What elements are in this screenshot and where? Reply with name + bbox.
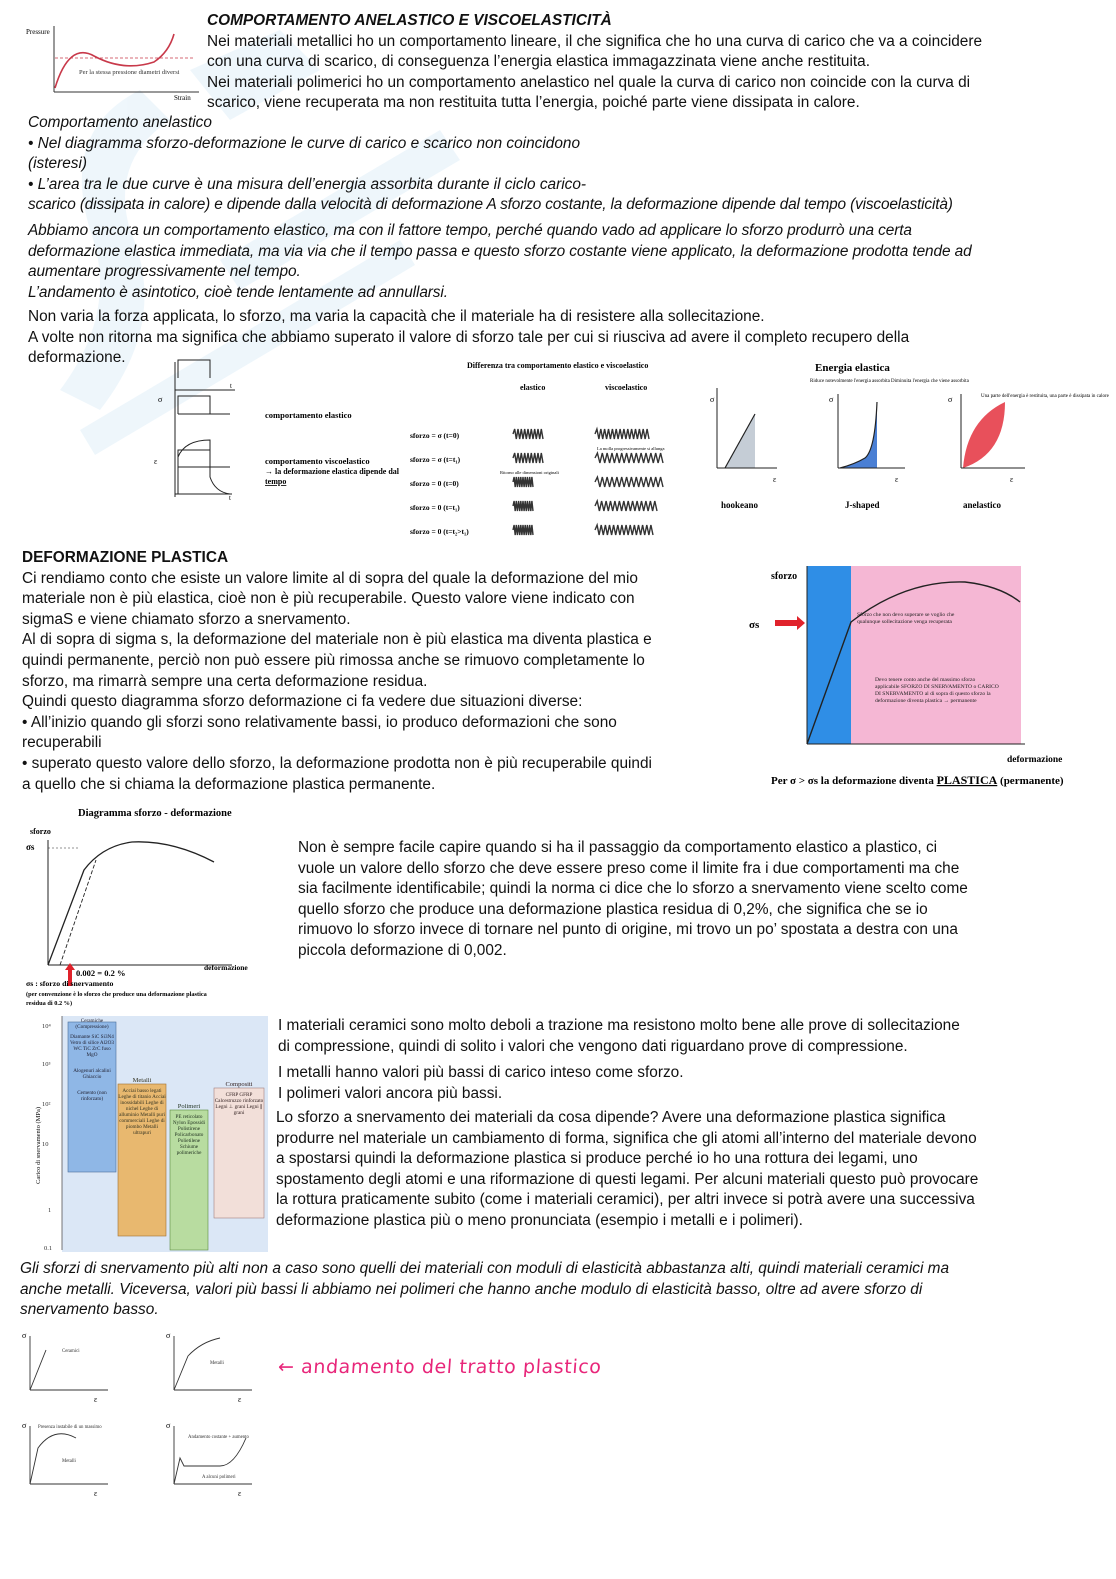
visco-line: deformazione elastica immediata, ma via via che il tempo passa e questo sforzo costante viene applicato, la deformazione prodotta tende ad <box>28 242 972 260</box>
row-label: sforzo = σ (t=0) <box>410 431 460 440</box>
yield-line: deformazione plastica più o meno pronunciata (esempio i metalli e i polimeri). <box>276 1211 803 1229</box>
plastic-line: sigmaS e viene chiamato sforzo a snervamento. <box>22 610 351 628</box>
pressure-strain-chart <box>24 22 204 102</box>
yield-line: spostamento degli atomi e una riformazione di questi legami. Per alcuni materiali questo può provocare <box>276 1170 979 1188</box>
intro-line: Nei materiali polimerici ho un comportamento anelastico nel quale la curva di carico non coincide con la curva di <box>207 73 971 91</box>
visco-behaviour-label: comportamento viscoelastico <box>265 456 370 466</box>
strain-label: Strain <box>174 94 191 102</box>
row-label: sforzo = 0 (t=t₁) <box>410 503 460 512</box>
handwritten-note: ← andamento del tratto plastico <box>277 1356 603 1378</box>
elastic-behaviour-label: comportamento elastico <box>265 410 352 420</box>
anelastic-line: scarico (dissipata in calore) e dipende dalla velocità di deformazione A sforzo costante, la deformazione dipende dal tempo (viscoelasticità) <box>28 196 953 214</box>
metalli-label: Metalli <box>210 1361 224 1366</box>
spring-coil <box>595 477 663 487</box>
visco-line: L’andamento è asintotico, cioè tende lentamente ad annullarsi. <box>28 283 448 301</box>
materials-paragraph <box>278 1016 1108 1057</box>
plastic-line: • All’inizio quando gli sforzi sono relativamente bassi, io produco deformazioni che sono <box>22 713 617 731</box>
final-line: snervamento basso. <box>20 1301 159 1319</box>
force-line: A volte non ritorna ma significa che abbiamo superato il valore di sforzo tale per cui si riusciva ad avere il completo recupero della <box>28 328 910 346</box>
intro-line: con una curva di scarico, di conseguenza l’energia elastica immagazzinata viene anche restituita. <box>207 53 871 71</box>
offset-line: Non è sempre facile capire quando si ha il passaggio da comportamento elastico a plastico, ci <box>298 839 938 856</box>
eps-axis: ε <box>1010 475 1014 484</box>
visco-col: viscoelastico <box>605 383 648 392</box>
visco-line: aumentare progressivamente nel tempo. <box>28 263 301 281</box>
energy-title: Energia elastica <box>815 362 890 374</box>
spring-coil <box>595 501 657 511</box>
row-label: sforzo = 0 (t=t₂>t₁) <box>410 527 469 536</box>
spring-coil <box>595 429 649 439</box>
anelastic-plot <box>948 394 1025 484</box>
plot4-label: A alcuni polimeri <box>202 1475 236 1480</box>
force-line: Non varia la forza applicata, lo sforzo, ma varia la capacità che il materiale ha di resistere alla sollecitazione. <box>28 308 765 325</box>
eps-axis: ε <box>773 475 777 484</box>
eps-axis: ε <box>238 1395 242 1404</box>
visco-line: Abbiamo ancora un comportamento elastico, ma con il fattore tempo, perché quando vado ad applicare lo sforzo produrrò una certa <box>28 222 912 239</box>
offset-line: sia facilmente identificabile; quindi la norma ci dice che lo sforzo a snervamento viene scelto come <box>298 880 968 898</box>
yield-line: a spostarsi quindi la deformazione plastica si produce perché io ho una rottura dei legami, uno <box>276 1150 918 1168</box>
plastic-line: recuperabili <box>22 734 102 752</box>
diagram-xlabel: deformazione <box>204 963 248 972</box>
spring-coil <box>513 501 533 511</box>
metals-paragraph <box>278 1063 1108 1104</box>
offset-line: quello sforzo che produce una deformazione plastica residua di 0,2%, che significa che se io <box>298 900 928 918</box>
diagram-caption-2: (per convenzione è lo sforzo che produce una deformazione plastica <box>26 991 207 998</box>
small-plots <box>16 1326 266 1501</box>
pink-note: Devo tenere conto anche del massimo sforzo applicabile SFORZO DI SNERVAMENTO o CARICO DI SNERVAMENTO al di sopra di questo sforzo la deformazione diventa plastica → permanente <box>875 677 999 704</box>
sforzo-label: sforzo <box>771 571 798 582</box>
ceramici-label: Ceramici <box>62 1349 80 1354</box>
t-axis: t <box>229 494 231 502</box>
ytick: 0.1 <box>44 1245 53 1252</box>
plastic-line: materiale non è più elastica, cioè non è più recuperabile. Questo valore viene indicato con <box>22 590 635 608</box>
sigma-s-label: σs <box>749 619 760 631</box>
energy-note-anel: Una parte dell'energia è restituita, una parte è dissipata in calore <box>981 394 1109 399</box>
force-line: deformazione. <box>28 349 126 367</box>
metals-line: I polimeri valori ancora più bassi. <box>278 1084 503 1102</box>
plastic-line: Ci rendiamo conto che esiste un valore limite al di sopra del quale la deformazione del mio <box>22 569 638 587</box>
final-line: Gli sforzi di snervamento più alti non a caso sono quelli dei materiali con moduli di elasticità abbastanza alti, quindi materiali ceramici ma <box>20 1260 950 1277</box>
plot4-note: Andamento costante + aumento <box>188 1435 249 1440</box>
diagram-caption-1: σs : sforzo di snervamento <box>26 979 114 988</box>
sigma-axis: σ <box>166 1421 171 1430</box>
visco-behaviour-label-3: tempo <box>265 477 287 486</box>
anelastic-line: • L’area tra le due curve è una misura dell’energia assorbita durante il ciclo carico- <box>28 175 587 193</box>
spring-coil <box>513 525 533 535</box>
spring-coil <box>513 429 543 439</box>
plot3-note: Presenza instabile di un massimo <box>38 1425 102 1430</box>
section1-title: COMPORTAMENTO ANELASTICO E VISCOELASTICITÀ <box>207 12 612 29</box>
offset-line: piccola deformazione di 0,002. <box>298 941 507 959</box>
plastic-line: Quindi questo diagramma sforzo deformazione ci fa vedere due situazioni diverse: <box>22 693 583 711</box>
anelastic-line: • Nel diagramma sforzo-deformazione le curve di carico e scarico non coincidono <box>28 134 581 152</box>
diagram-ylabel: sforzo <box>30 827 51 836</box>
sigma-axis: σ <box>166 1331 171 1340</box>
t-axis: t <box>230 382 232 390</box>
anelastic-label: anelastico <box>963 500 1001 510</box>
yield-strength-chart <box>28 1014 268 1254</box>
spring-coil <box>595 453 663 463</box>
metals-box: Metalli Acciai basso legati Leghe di titanio Acciai inossidabili Leghe di nichel Leghe di alluminio Metalli puri commerciali Leghe di piombo Metalli ultrapuri <box>118 1078 166 1136</box>
springs-title: Differenza tra comportamento elastico e viscoelastico <box>467 361 649 370</box>
hookean-label: hookeano <box>721 500 759 510</box>
final-paragraph <box>20 1259 1110 1321</box>
plastic-line: a quello che si chiama la deformazione plastica permanente. <box>22 775 436 793</box>
j-shaped-plot <box>829 394 905 484</box>
pressure-label: Pressure <box>26 28 50 36</box>
polymers-box: Polimeri PE reticolato Nylon Epossidi Polistirene Policarbonato Polietilene Schiume polimeriche <box>172 1104 206 1156</box>
offset-paragraph <box>298 838 1098 962</box>
materials-line: I materiali ceramici sono molto deboli a trazione ma resistono molto bene alle prove di sollecitazione <box>278 1017 960 1034</box>
eps-axis: ε <box>94 1395 98 1404</box>
plastic-region-figure <box>745 562 1110 794</box>
anelastic-block <box>28 113 1108 216</box>
ylabel: Carico di snervamento (MPa) <box>35 1106 42 1184</box>
eps-axis: ε <box>238 1489 242 1498</box>
ytick: 10 <box>42 1141 49 1148</box>
eps-axis: ε <box>154 457 158 466</box>
hookean-plot <box>710 388 777 484</box>
sigma-axis: σ <box>829 395 834 404</box>
yield-line: la rottura praticamente subito (come i materiali ceramici), per altri invece si potrà avere una successiva <box>276 1191 975 1209</box>
plastic-line: Al di sopra di sigma s, la deformazione del materiale non è più elastica ma diventa plastica e <box>22 631 652 649</box>
anelastic-line: Comportamento anelastico <box>28 114 212 131</box>
section2-block <box>22 548 752 795</box>
deformazione-label: deformazione <box>1007 755 1063 765</box>
energy-note-j: Riduce notevolmente l'energia assorbita Diminuita l'energia che viene assorbita <box>810 379 969 384</box>
viscoelastic-graphs <box>140 352 410 512</box>
spring-coil <box>513 477 533 487</box>
offset-label: 0.002 = 0.2 % <box>76 968 126 978</box>
section1-header-block <box>207 11 1107 114</box>
ytick: 10² <box>42 1101 51 1108</box>
plastic-line: • superato questo valore dello sforzo, la deformazione prodotta non è più recuperabile quindi <box>22 754 652 772</box>
offset-line: rimuovo lo sforzo invece di tornare nel punto di origine, mi trovo un po’ spostata a destra con una <box>298 921 958 939</box>
yield-line: produrre nel materiale un cambiamento di forma, significa che gli atomi all’interno del materiale devono <box>276 1129 977 1147</box>
yield-paragraph <box>276 1108 1111 1232</box>
sigma-axis: σ <box>158 395 163 404</box>
row-label: sforzo = 0 (t=0) <box>410 479 459 488</box>
sigma-axis: σ <box>22 1331 27 1340</box>
plot3-label: Metalli <box>62 1459 76 1464</box>
visco-block <box>28 221 1113 303</box>
eps-axis: ε <box>94 1489 98 1498</box>
materials-line: di compressione, quindi di solito i valori che vengono dati riguardano prove di compressione. <box>278 1037 908 1055</box>
eps-axis: ε <box>895 475 899 484</box>
plastic-caption: Per σ > σs la deformazione diventa PLASTICA (permanente) <box>771 773 1064 787</box>
sigma-axis: σ <box>710 395 715 404</box>
metals-line: I metalli hanno valori più bassi di carico inteso come sforzo. <box>278 1064 684 1081</box>
diagram-caption-3: residua di 0.2 %) <box>26 1000 73 1007</box>
plastic-line: quindi permanente, perciò non può essere più rimossa anche se rimuovo completamente lo <box>22 651 645 669</box>
jshaped-label: J-shaped <box>845 500 880 510</box>
diagram-sigma-s: σs <box>26 842 35 852</box>
intro-line: Nei materiali metallici ho un comportamento lineare, il che significa che ho una curva di carico che va a coincidere <box>207 32 983 50</box>
ytick: 1 <box>48 1207 52 1214</box>
final-line: anche metalli. Viceversa, valori più bassi li abbiamo nei polimeri che hanno anche modulo di elasticità basso, oltre ad avere sforzo di <box>20 1280 923 1298</box>
diagram-title: Diagramma sforzo - deformazione <box>78 808 232 819</box>
ytick: 10³ <box>42 1061 51 1068</box>
spring-note-1: La molla progressivamente si allunga <box>597 446 665 451</box>
elastic-col: elastico <box>520 383 546 392</box>
section2-title: DEFORMAZIONE PLASTICA <box>22 549 229 566</box>
spring-coil <box>513 453 543 463</box>
blue-note: Sforzo che non devo superare se voglio che qualunque sollecitazione venga recuperata <box>857 612 955 625</box>
composites-box: Compositi CFRP GFRP Calcestruzzo rinforzato Legni ⊥ grani Legni ∥ grani <box>214 1082 264 1116</box>
ytick: 10⁴ <box>42 1023 51 1030</box>
spring-note-2: Ritorno alle dimensioni originali <box>500 470 559 475</box>
offset-line: vuole un valore dello sforzo che deve essere preso come il limite fra i due comportamenti ma che <box>298 859 960 877</box>
elastic-energy-figure <box>705 358 1110 518</box>
spring-comparison-table <box>405 358 705 548</box>
pressure-note: Per la stessa pressione diametri diversi <box>79 69 180 76</box>
visco-behaviour-label-2: → la deformazione elastica dipende dal <box>265 467 399 476</box>
ceramics-box: Ceramiche (Compressione) Diamante SiC Si3N4 Vetro di silice Al2O3 WC TiC ZrC fuso MgO Alogenuri alcalini Ghiaccio Cemento (non rinforzato) <box>70 1018 114 1102</box>
spring-coil <box>595 525 653 535</box>
intro-line: scarico, viene recuperata ma non restituita tutta l’energia, poiché parte viene dissipata in calore. <box>207 94 860 112</box>
row-label: sforzo = σ (t=t₁) <box>410 455 461 464</box>
yield-line: Lo sforzo a snervamento dei materiali da cosa dipende? Avere una deformazione plastica significa <box>276 1109 946 1126</box>
sigma-axis: σ <box>22 1421 27 1430</box>
anelastic-line: (isteresi) <box>28 155 87 173</box>
sigma-axis: σ <box>948 395 953 404</box>
plastic-line: sforzo, ma rimarrà sempre una certa deformazione residua. <box>22 672 428 690</box>
stress-strain-diagram <box>22 800 282 1010</box>
